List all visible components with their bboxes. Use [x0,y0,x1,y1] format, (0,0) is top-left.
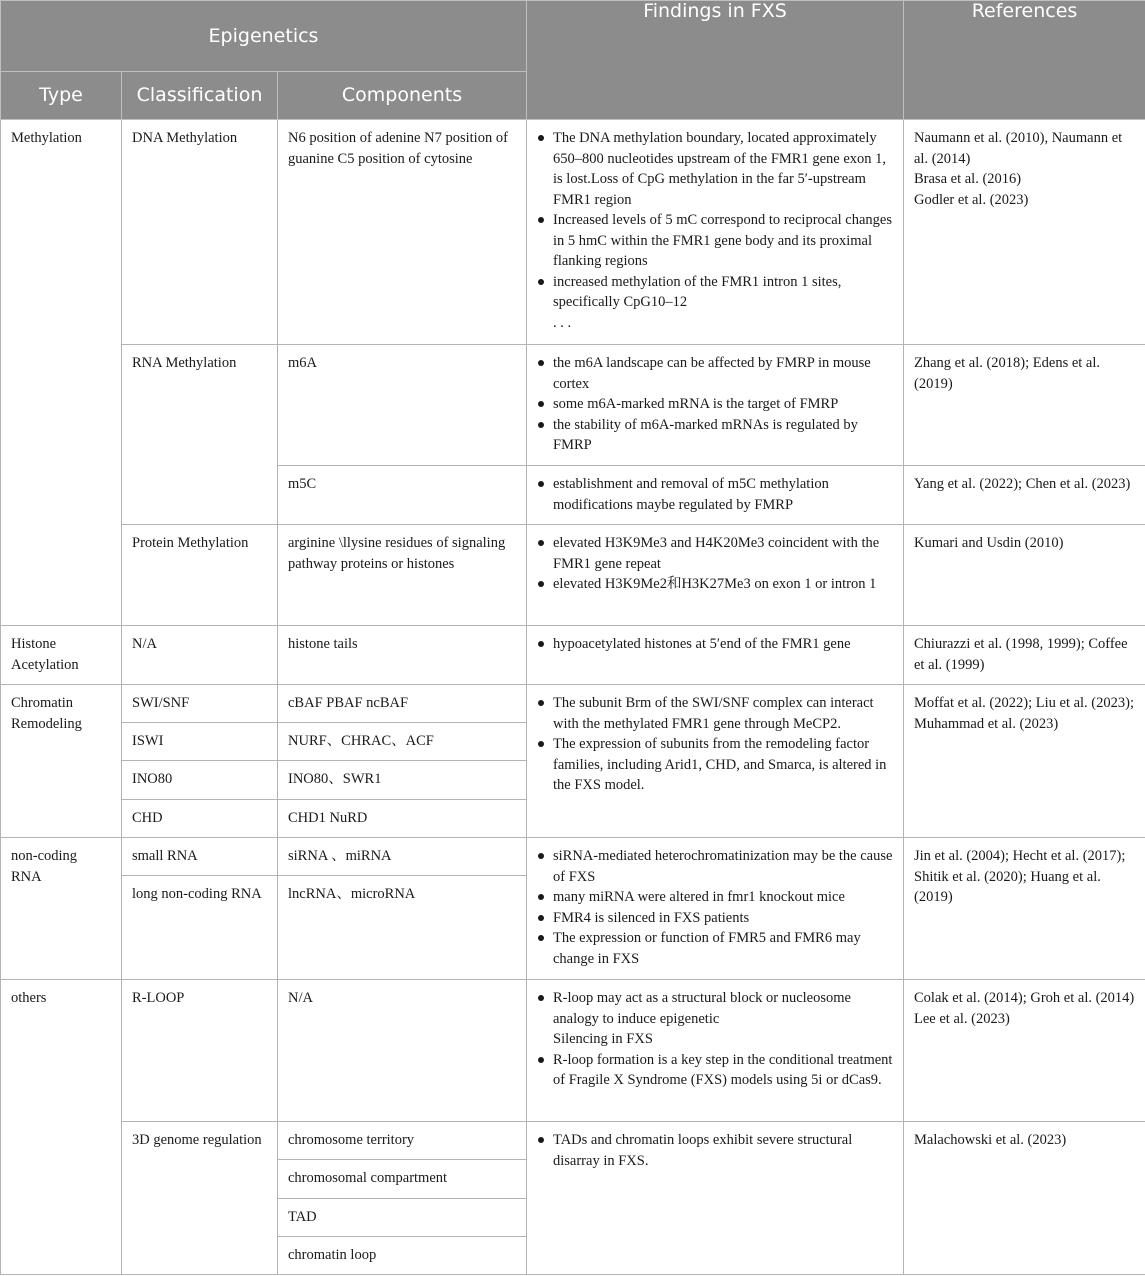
finding-item: increased methylation of the FMR1 intron 1 sites, specifically CpG10–12 [537,272,893,313]
findings-list [537,693,893,796]
components-cell: N/A [278,980,527,1122]
components-cell: arginine \llysine residues of signaling pathway proteins or histones [278,525,527,626]
findings-list [537,353,893,456]
finding-item: The subunit Brm of the SWI/SNF complex can interact with the methylated FMR1 gene through MeCP2. [537,693,893,734]
type-cell: Methylation [1,120,122,626]
finding-item: the m6A landscape can be affected by FMRP in mouse cortex [537,353,893,394]
finding-item: some m6A-marked mRNA is the target of FMRP [537,394,893,415]
reference-line: Naumann et al. (2010), Naumann et al. (2014) [914,130,1123,167]
classification-cell: DNA Methylation [122,120,278,345]
references-cell: Chiurazzi et al. (1998, 1999); Coffee et al. (1999) [904,626,1145,685]
type-cell: Histone Acetylation [1,626,122,685]
findings-list [537,474,893,515]
findings-list [537,846,893,969]
reference-line: Godler et al. (2023) [914,191,1029,208]
findings-cell [527,1122,904,1275]
classification-cell: small RNA [122,838,278,876]
finding-continuation: Silencing in FXS [553,1031,653,1047]
header-row-1 [1,1,1145,72]
classification-cell: Protein Methylation [122,525,278,626]
findings-cell [527,980,904,1122]
type-cell: Chromatin Remodeling [1,685,122,838]
finding-item [537,988,893,1050]
finding-item: elevated H3K9Me2和H3K27Me3 on exon 1 or intron 1 [537,574,893,595]
findings-cell [527,466,904,525]
header-findings: Findings in FXS [527,1,904,120]
classification-cell: ISWI [122,723,278,761]
header-classification: Classification [122,72,278,120]
finding-item: R-loop formation is a key step in the conditional treatment of Fragile X Syndrome (FXS) models using 5i or dCas9. [537,1050,893,1091]
findings-cell [527,525,904,626]
findings-cell [527,838,904,980]
table-row [1,626,1145,685]
components-cell: chromatin loop [278,1237,527,1275]
findings-cell [527,685,904,838]
classification-cell: long non-coding RNA [122,876,278,980]
finding-item: The expression or function of FMR5 and FMR6 may change in FXS [537,928,893,969]
classification-cell: SWI/SNF [122,685,278,723]
components-cell: chromosomal compartment [278,1160,527,1199]
finding-item: the stability of m6A-marked mRNAs is regulated by FMRP [537,415,893,456]
classification-cell: INO80 [122,761,278,800]
findings-list [537,988,893,1091]
classification-cell: RNA Methylation [122,345,278,525]
findings-list [537,1130,893,1171]
classification-cell: R-LOOP [122,980,278,1122]
type-cell: non-coding RNA [1,838,122,980]
finding-item: elevated H3K9Me3 and H4K20Me3 coincident with the FMR1 gene repeat [537,533,893,574]
header-epigenetics: Epigenetics [1,1,527,72]
components-cell: histone tails [278,626,527,685]
findings-list [537,128,893,313]
components-cell: m5C [278,466,527,525]
components-cell: m6A [278,345,527,466]
references-cell: Malachowski et al. (2023) [904,1122,1145,1275]
references-cell: Yang et al. (2022); Chen et al. (2023) [904,466,1145,525]
table-row [1,838,1145,876]
references-cell: Zhang et al. (2018); Edens et al. (2019) [904,345,1145,466]
finding-item: The expression of subunits from the remodeling factor families, including Arid1, CHD, and Smarca, is altered in the FXS model. [537,734,893,796]
finding-text: R-loop may act as a structural block or nucleosome analogy to induce epigenetic [553,990,851,1027]
table-row [1,345,1145,466]
reference-line: Lee et al. (2023) [914,1010,1010,1027]
components-cell: INO80、SWR1 [278,761,527,800]
components-cell: CHD1 NuRD [278,800,527,838]
table-row [1,685,1145,723]
components-cell: NURF、CHRAC、ACF [278,723,527,761]
header-components: Components [278,72,527,120]
references-cell [904,980,1145,1122]
header-type: Type [1,72,122,120]
findings-list [537,533,893,595]
components-cell: cBAF PBAF ncBAF [278,685,527,723]
finding-item: TADs and chromatin loops exhibit severe structural disarray in FXS. [537,1130,893,1171]
references-cell: Kumari and Usdin (2010) [904,525,1145,626]
finding-item: FMR4 is silenced in FXS patients [537,908,893,929]
components-cell: chromosome territory [278,1122,527,1160]
findings-cell [527,345,904,466]
findings-cell [527,120,904,345]
references-cell [904,120,1145,345]
findings-cell [527,626,904,685]
components-cell: TAD [278,1199,527,1237]
finding-item: establishment and removal of m5C methylation modifications maybe regulated by FMRP [537,474,893,515]
finding-item: hypoacetylated histones at 5′end of the FMR1 gene [537,634,893,655]
components-cell: N6 position of adenine N7 position of guanine C5 position of cytosine [278,120,527,345]
finding-item: many miRNA were altered in fmr1 knockout mice [537,887,893,908]
finding-item: Increased levels of 5 mC correspond to reciprocal changes in 5 hmC within the FMR1 gene body and its proximal flanking regions [537,210,893,272]
table-row [1,120,1145,345]
classification-cell: CHD [122,800,278,838]
references-cell: Moffat et al. (2022); Liu et al. (2023); Muhammad et al. (2023) [904,685,1145,838]
table-row [1,1122,1145,1160]
header-references: References [904,1,1145,120]
reference-line: Brasa et al. (2016) [914,171,1022,187]
classification-cell: 3D genome regulation [122,1122,278,1275]
finding-item: siRNA-mediated heterochromatinization may be the cause of FXS [537,846,893,887]
reference-line: Colak et al. (2014); Groh et al. (2014) [914,990,1135,1006]
components-cell: siRNA 、miRNA [278,838,527,876]
table-row [1,525,1145,626]
findings-list [537,634,893,655]
type-cell: others [1,980,122,1275]
finding-item: The DNA methylation boundary, located approximately 650–800 nucleotides upstream of the FMR1 gene exon 1, is lost.Loss of CpG methylation in the far 5′-upstream FMR1 region [537,128,893,210]
components-cell: lncRNA、microRNA [278,876,527,980]
table-row [1,980,1145,1122]
references-cell: Jin et al. (2004); Hecht et al. (2017); Shitik et al. (2020); Huang et al. (2019) [904,838,1145,980]
classification-cell: N/A [122,626,278,685]
findings-ellipsis: . . . [553,314,572,331]
